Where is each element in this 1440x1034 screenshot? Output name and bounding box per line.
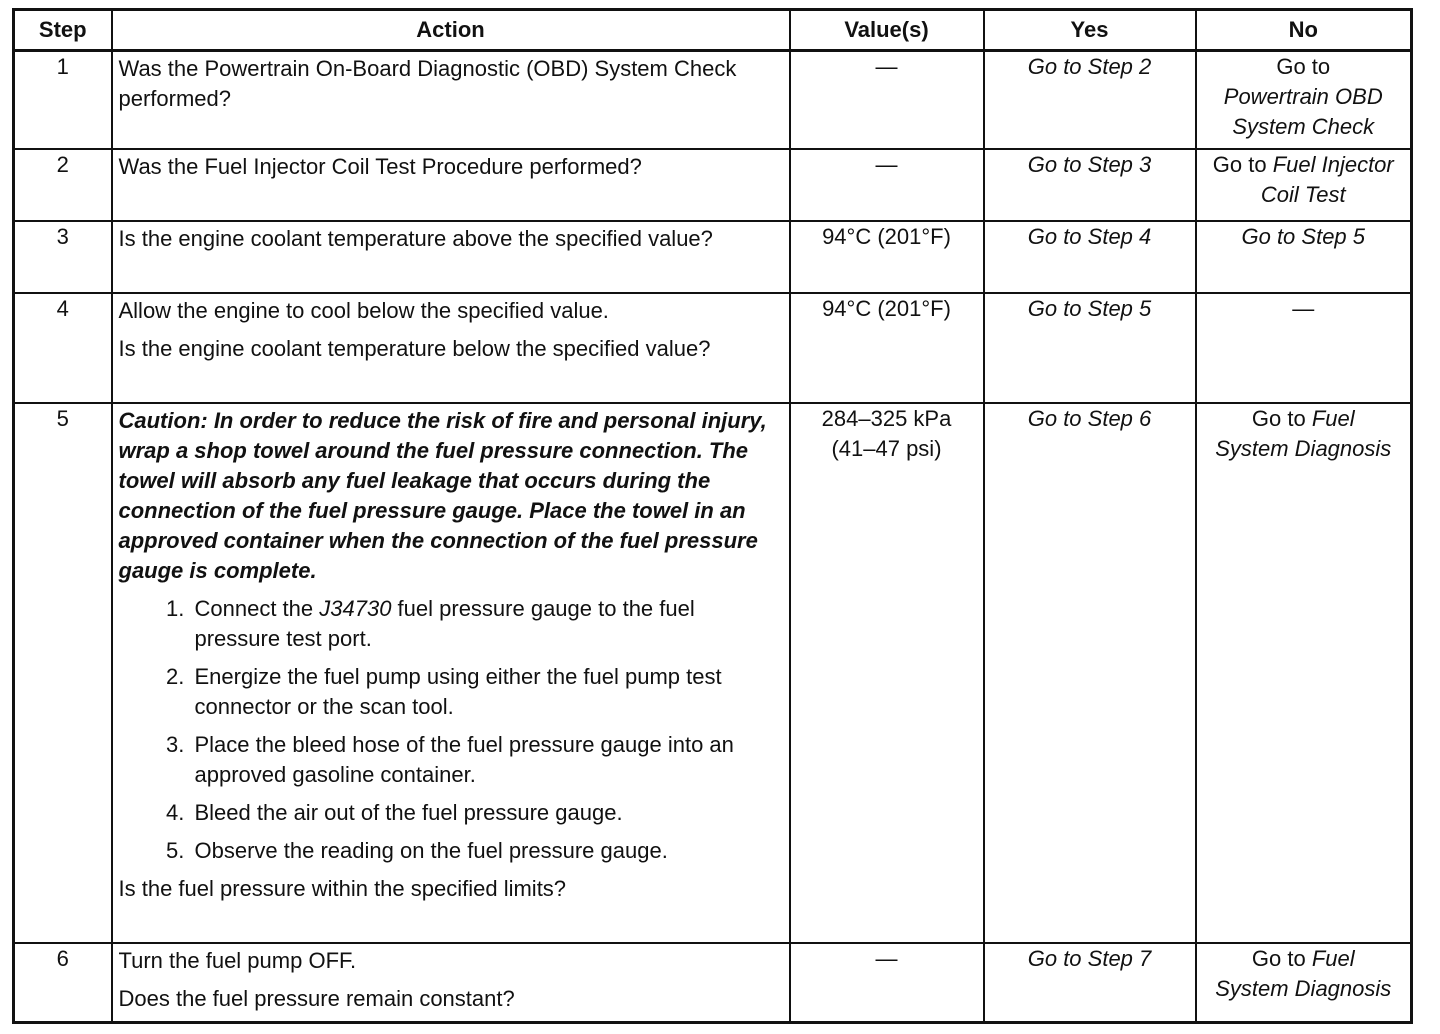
no-cell <box>1196 943 1412 1023</box>
no-target: Powertrain OBD System Check <box>1223 84 1383 139</box>
yes-cell: Go to Step 2 <box>984 51 1196 149</box>
step-number: 3 <box>14 221 112 293</box>
value-kpa: 284–325 kPa <box>821 405 952 431</box>
header-step: Step <box>14 10 112 51</box>
table-row <box>14 221 1412 293</box>
value-cell: — <box>790 51 984 149</box>
list-item: 3. Place the bleed hose of the fuel pressure gauge into an approved gasoline container. <box>191 730 783 790</box>
action-cell <box>112 403 790 943</box>
value-cell: — <box>790 149 984 221</box>
action-text: Was the Fuel Injector Coil Test Procedure performed? <box>118 153 642 179</box>
tool-number: J34730 <box>319 595 392 621</box>
table-row <box>14 293 1412 403</box>
no-cell <box>1196 403 1412 943</box>
no-cell: — <box>1196 293 1412 403</box>
no-cell <box>1196 51 1412 149</box>
no-prefix: Go to <box>1251 945 1306 971</box>
list-item: 2. Energize the fuel pump using either the fuel pump test connector or the scan tool. <box>191 662 783 722</box>
action-cell <box>112 293 790 403</box>
table-row <box>14 149 1412 221</box>
action-text: Allow the engine to cool below the specified value. <box>118 297 609 323</box>
yes-cell: Go to Step 5 <box>984 293 1196 403</box>
action-cell <box>112 51 790 149</box>
action-question: Is the fuel pressure within the specified limits? <box>118 875 567 901</box>
header-no: No <box>1196 10 1412 51</box>
value-cell: — <box>790 943 984 1023</box>
action-text: Was the Powertrain On-Board Diagnostic (OBD) System Check performed? <box>118 56 737 111</box>
no-prefix: Go to <box>1212 151 1267 177</box>
no-target: Fuel Injector Coil Test <box>1260 151 1394 207</box>
action-question: Is the engine coolant temperature below the specified value? <box>118 335 711 361</box>
caution-text: Caution: In order to reduce the risk of fire and personal injury, wrap a shop towel around the fuel pressure connection. The towel will absorb any fuel leakage that occurs during the connection of the fuel pressure gauge. Place the towel in an approved container when the connection of the fuel pressure gauge is complete. <box>118 407 767 583</box>
list-item: 4. Bleed the air out of the fuel pressure gauge. <box>191 798 783 828</box>
table-row <box>14 403 1412 943</box>
no-cell <box>1196 149 1412 221</box>
step-number: 1 <box>14 51 112 149</box>
no-target-cont: System Diagnosis <box>1215 975 1392 1001</box>
procedure-list <box>119 594 783 866</box>
no-cell: Go to Step 5 <box>1196 221 1412 293</box>
table-row <box>14 51 1412 149</box>
list-item: 1. Connect the J34730 fuel pressure gauge to the fuel pressure test port. <box>191 594 783 654</box>
step-number: 6 <box>14 943 112 1023</box>
header-values: Value(s) <box>790 10 984 51</box>
no-prefix: Go to <box>1251 405 1306 431</box>
action-text: Turn the fuel pump OFF. <box>118 947 357 973</box>
action-question: Does the fuel pressure remain constant? <box>118 985 515 1011</box>
no-prefix: Go to <box>1276 54 1331 79</box>
step-number: 5 <box>14 403 112 943</box>
value-psi: (41–47 psi) <box>831 435 942 461</box>
no-target-cont: System Diagnosis <box>1215 435 1392 461</box>
header-row <box>14 10 1412 51</box>
yes-cell: Go to Step 7 <box>984 943 1196 1023</box>
value-cell <box>790 403 984 943</box>
diagnostic-table <box>12 8 1413 1024</box>
step-number: 4 <box>14 293 112 403</box>
yes-cell: Go to Step 6 <box>984 403 1196 943</box>
step-number: 2 <box>14 149 112 221</box>
header-action: Action <box>112 10 790 51</box>
table-row <box>14 943 1412 1023</box>
action-text: Is the engine coolant temperature above the specified value? <box>118 225 713 251</box>
action-cell <box>112 221 790 293</box>
value-cell: 94°C (201°F) <box>790 221 984 293</box>
list-item: 5. Observe the reading on the fuel pressure gauge. <box>191 836 783 866</box>
action-cell <box>112 943 790 1023</box>
no-target: Fuel <box>1311 405 1355 431</box>
action-cell <box>112 149 790 221</box>
yes-cell: Go to Step 4 <box>984 221 1196 293</box>
value-cell: 94°C (201°F) <box>790 293 984 403</box>
header-yes: Yes <box>984 10 1196 51</box>
yes-cell: Go to Step 3 <box>984 149 1196 221</box>
no-target: Fuel <box>1311 945 1355 971</box>
